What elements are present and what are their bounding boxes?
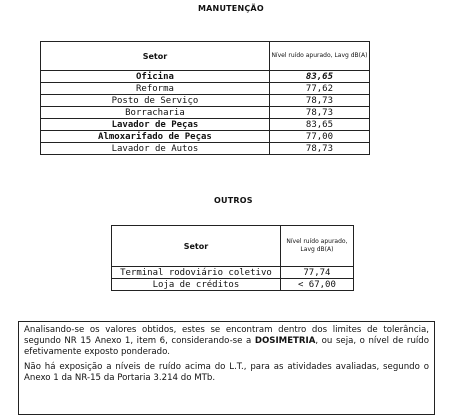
- header-setor: Setor: [41, 42, 270, 71]
- row-sector: Almoxarifado de Peças: [41, 131, 270, 143]
- table-outros: [111, 225, 354, 291]
- row-value: 77,74: [280, 267, 353, 279]
- row-value: 78,73: [269, 143, 369, 155]
- header-nivel: Nível ruído apurado, Lavg dB(A): [269, 42, 369, 71]
- row-value: 83,65: [269, 71, 369, 83]
- row-sector: Borracharia: [41, 107, 270, 119]
- row-sector: Reforma: [41, 83, 270, 95]
- row-value: < 67,00: [280, 279, 353, 291]
- header-nivel: Nível ruído apurado, Lavg dB(A): [280, 226, 353, 267]
- row-value: 77,00: [269, 131, 369, 143]
- note-text: Analisando-se os valores obtidos, estes se encontram dentro dos limites de tolerância, segundo NR 15 Anexo 1, item 6, considerando-se a: [24, 325, 429, 346]
- row-sector: Loja de créditos: [112, 279, 281, 291]
- table-manutencao: [40, 41, 370, 155]
- note-paragraph-1: [24, 325, 429, 358]
- title-outros: OUTROS: [214, 196, 253, 205]
- title-manutencao: MANUTENÇÃO: [198, 4, 264, 13]
- row-sector: Lavador de Autos: [41, 143, 270, 155]
- row-value: 78,73: [269, 107, 369, 119]
- conclusion-note: [18, 321, 435, 415]
- row-sector: Terminal rodoviário coletivo: [112, 267, 281, 279]
- note-text: , ou seja, o nível de ruído efetivamente exposto ponderado.: [24, 336, 429, 357]
- row-sector: Oficina: [41, 71, 270, 83]
- note-paragraph-2: Não há exposição a níveis de ruído acima do L.T., para as atividades avaliadas, segundo o Anexo 1 da NR-15 da Portaria 3.214 do MTb.: [24, 362, 429, 383]
- row-sector: Lavador de Peças: [41, 119, 270, 131]
- row-value: 83,65: [269, 119, 369, 131]
- header-setor: Setor: [112, 226, 281, 267]
- row-value: 77,62: [269, 83, 369, 95]
- row-value: 78,73: [269, 95, 369, 107]
- note-emphasis: DOSIMETRIA: [254, 336, 316, 346]
- row-sector: Posto de Serviço: [41, 95, 270, 107]
